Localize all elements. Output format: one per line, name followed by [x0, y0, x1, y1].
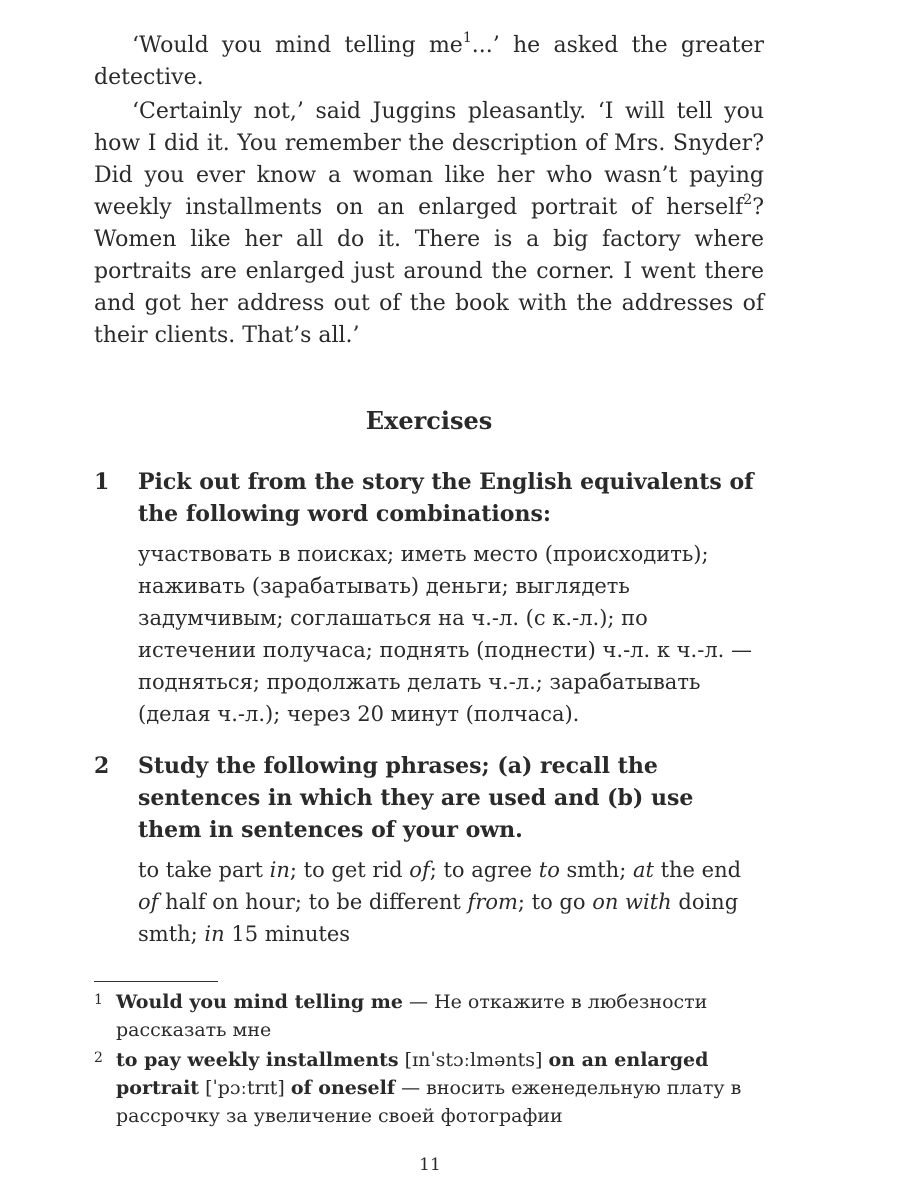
exercises-heading: Exercises [365, 406, 493, 435]
footnote-1: 1 Would you mind telling me — Не откажите в любезности рассказать мне [94, 991, 708, 1041]
exercise-2-instruction: Study the following phrases; (a) recall the sentences in which they are used and (b) use them in sentences of your own. [138, 753, 694, 843]
footnote-ref-1: 1 [462, 29, 472, 46]
exercise-2-number: 2 [94, 753, 110, 779]
exercise-1-instruction: Pick out from the story the English equivalents of the following word combinations: [138, 469, 754, 527]
story-paragraph-1: ‘Would you mind telling $me^1$...’ he asked the greater detective. [94, 29, 764, 90]
story-paragraph-2: ‘Certainly not,’ said Juggins pleasantly. ‘I will tell you how I did it. You remember the description of Mrs. Snyder? Did you ever know a woman like her who wasn’t paying weekly installments on an enlarged portrait of herself$^2$? Women like her all do it. There is a big factory where portraits are enlarged just around the corner. I went there and got her address out of the book with the addresses of their clients. That’s all.’ [94, 99, 764, 348]
footnote-ref-2: 2 [743, 191, 753, 208]
footnote-divider [94, 981, 218, 982]
page-number: 11 [419, 1155, 441, 1175]
exercise-2-body: to take part in; to get rid of; to agree to smth; at the end of half on hour; to be different from; to go on with doing smth; in 15 minutes [138, 858, 742, 946]
exercise-1-body: участвовать в поисках; иметь место (происходить); наживать (зарабатывать) деньги; выглядеть задумчивым; соглашаться на ч.-л. (с к.-л.); по истечении получаса; поднять (поднести) ч.-л. к ч.-л. — подняться; продолжать делать ч.-л.; зарабатывать (делая ч.-л.); через 20 минут (полчаса). [138, 542, 753, 726]
footnote-2: 2 to pay weekly installments [ɪnˈstɔːlmənts] on an enlarged portrait [ˈpɔːtrɪt] of oneself — вносить еженедельную плату в рассрочку за увеличение своей фотографии [94, 1049, 742, 1127]
exercise-1-number: 1 [94, 469, 110, 495]
